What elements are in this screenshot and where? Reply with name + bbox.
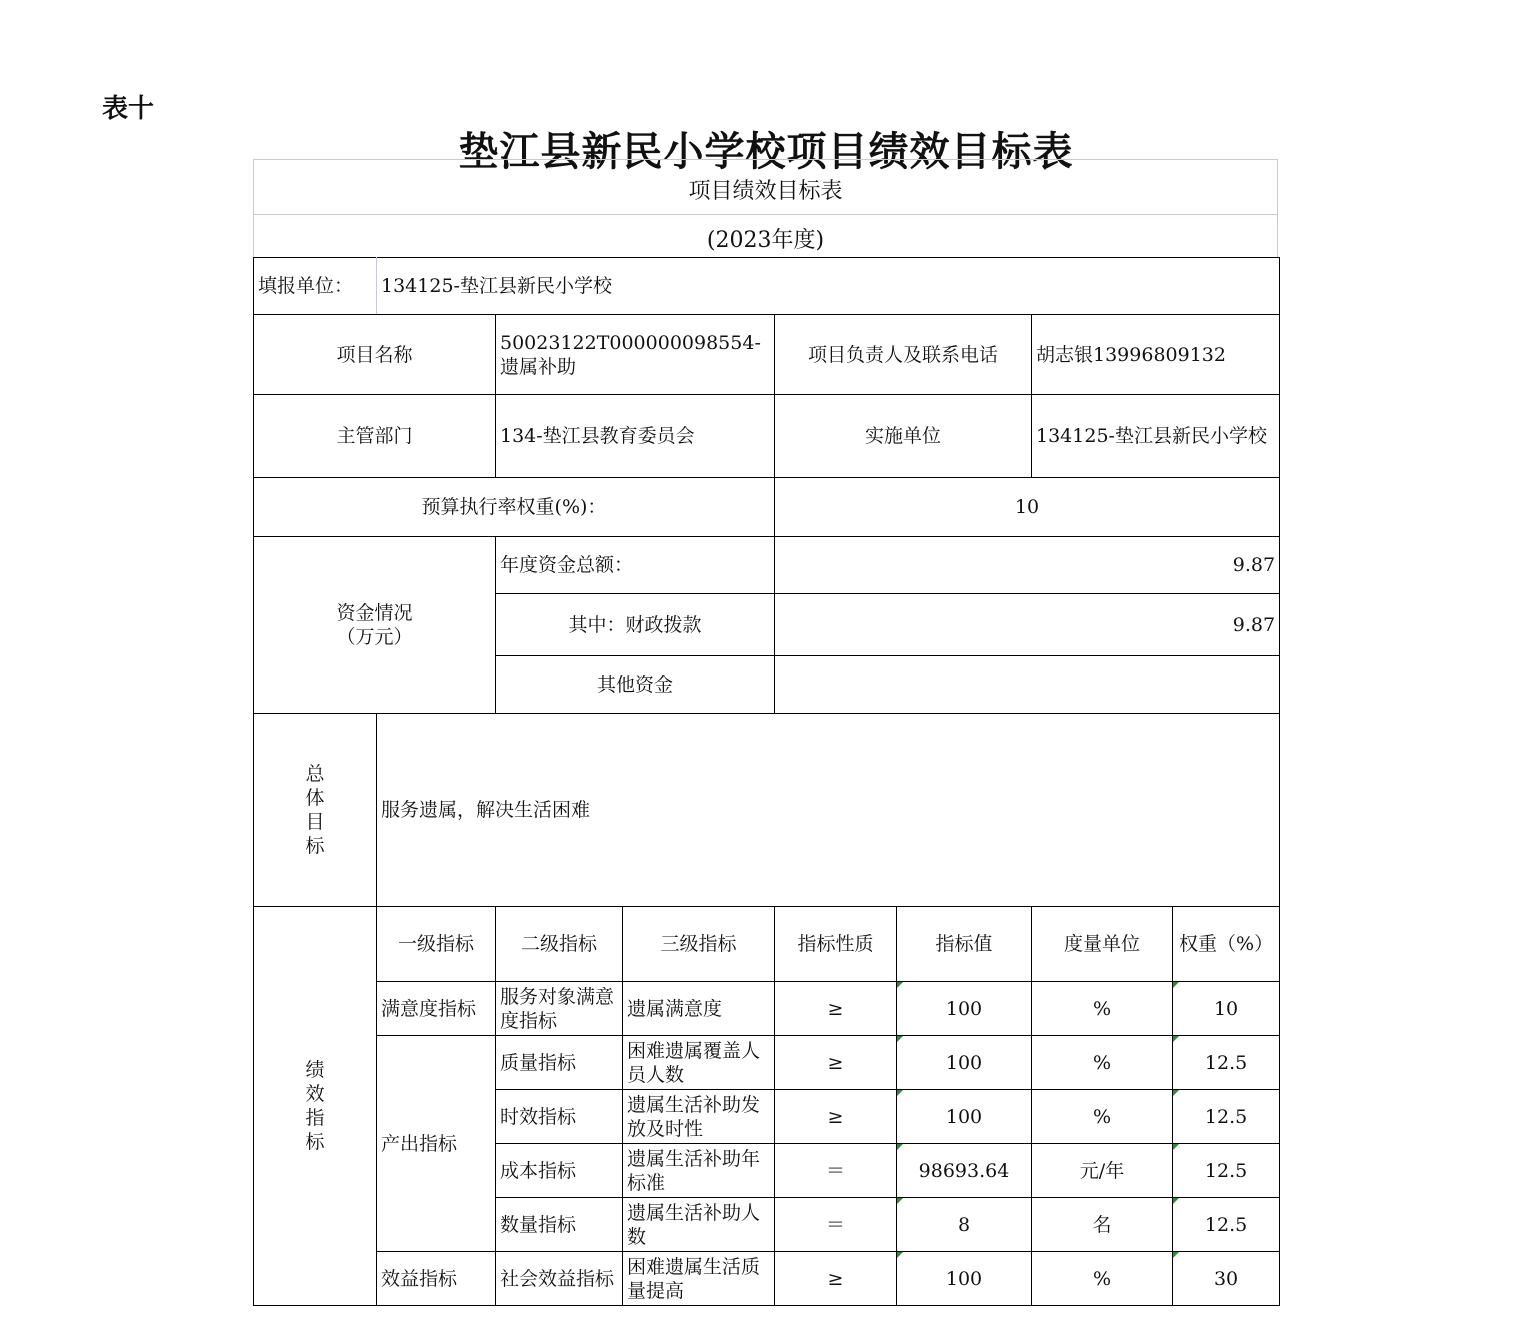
overall-goal-value: 服务遗属，解决生活困难	[377, 714, 1280, 907]
project-name-value: 50023122T000000098554-遗属补助	[496, 315, 775, 395]
subtitle: 项目绩效目标表	[688, 179, 843, 204]
overall-goal-char: 体	[305, 787, 325, 809]
header-level1: 一级指标	[377, 907, 496, 982]
subtitle-row	[253, 159, 1278, 215]
level2-cell: 时效指标	[496, 1090, 623, 1144]
overall-goal-char: 总	[305, 763, 325, 785]
performance-indicator-char: 绩	[305, 1059, 325, 1081]
value-cell: 100	[897, 1252, 1032, 1306]
level2-cell: 社会效益指标	[496, 1252, 623, 1306]
unit-cell: %	[1032, 1252, 1173, 1306]
manager-label: 项目负责人及联系电话	[775, 315, 1032, 395]
weight-cell: 12.5	[1173, 1198, 1280, 1252]
level2-cell: 质量指标	[496, 1036, 623, 1090]
value-cell: 100	[897, 982, 1032, 1036]
weight-cell: 10	[1173, 982, 1280, 1036]
dept-row	[254, 395, 1280, 478]
year-label: (2023年度)	[706, 228, 825, 253]
table-row	[254, 1252, 1280, 1306]
level2-cell: 成本指标	[496, 1144, 623, 1198]
nature-cell: ≥	[775, 982, 897, 1036]
impl-value: 134125-垫江县新民小学校	[1032, 395, 1280, 478]
nature-cell: ＝	[775, 1198, 897, 1252]
overall-goal-row	[254, 714, 1280, 907]
dept-value: 134-垫江县教育委员会	[496, 395, 775, 478]
level3-cell: 遗属满意度	[623, 982, 775, 1036]
unit-value: 134125-垫江县新民小学校	[377, 258, 1280, 315]
weight-cell: 12.5	[1173, 1144, 1280, 1198]
manager-value: 胡志银13996809132	[1032, 315, 1280, 395]
year-row	[253, 214, 1278, 258]
performance-indicator-char: 效	[305, 1083, 325, 1105]
header-level2: 二级指标	[496, 907, 623, 982]
level3-cell: 遗属生活补助发放及时性	[623, 1090, 775, 1144]
level3-cell: 遗属生活补助人数	[623, 1198, 775, 1252]
funds-label-line2: （万元）	[336, 626, 413, 648]
funds-total-value: 9.87	[775, 537, 1280, 594]
value-cell: 100	[897, 1036, 1032, 1090]
nature-cell: ≥	[775, 1090, 897, 1144]
level3-cell: 遗属生活补助年标准	[623, 1144, 775, 1198]
budget-rate-row	[254, 478, 1280, 537]
level2-cell: 数量指标	[496, 1198, 623, 1252]
dept-label: 主管部门	[254, 395, 496, 478]
unit-label: 填报单位：	[254, 258, 377, 315]
budget-rate-value: 10	[775, 478, 1280, 537]
level3-cell: 困难遗属覆盖人员人数	[623, 1036, 775, 1090]
header-weight: 权重（%）	[1173, 907, 1280, 982]
nature-cell: ＝	[775, 1144, 897, 1198]
weight-cell: 12.5	[1173, 1090, 1280, 1144]
header-nature: 指标性质	[775, 907, 897, 982]
budget-rate-label: 预算执行率权重(%)：	[254, 478, 775, 537]
performance-indicator-label	[254, 907, 377, 1306]
overall-goal-char: 目	[305, 811, 325, 833]
funds-other-value	[775, 656, 1280, 714]
unit-cell: 元/年	[1032, 1144, 1173, 1198]
unit-cell: %	[1032, 1090, 1173, 1144]
table-number-label: 表十	[102, 94, 155, 124]
table-row	[254, 1036, 1280, 1090]
header-level3: 三级指标	[623, 907, 775, 982]
header-value: 指标值	[897, 907, 1032, 982]
table-row	[254, 982, 1280, 1036]
value-cell: 100	[897, 1090, 1032, 1144]
unit-row	[254, 258, 1280, 315]
header-unit: 度量单位	[1032, 907, 1173, 982]
overall-goal-char: 标	[305, 835, 325, 857]
funds-fiscal-label: 其中：财政拨款	[496, 594, 775, 656]
nature-cell: ≥	[775, 1252, 897, 1306]
performance-table	[253, 257, 1280, 1306]
overall-goal-label	[254, 714, 377, 907]
nature-cell: ≥	[775, 1036, 897, 1090]
funds-label	[254, 537, 496, 714]
level1-cell: 产出指标	[377, 1036, 496, 1252]
value-cell: 8	[897, 1198, 1032, 1252]
impl-label: 实施单位	[775, 395, 1032, 478]
level1-cell: 效益指标	[377, 1252, 496, 1306]
funds-label-line1: 资金情况	[336, 602, 413, 624]
indicator-header-row	[254, 907, 1280, 982]
performance-indicator-char: 指	[305, 1107, 325, 1129]
weight-cell: 12.5	[1173, 1036, 1280, 1090]
unit-cell: 名	[1032, 1198, 1173, 1252]
weight-cell: 30	[1173, 1252, 1280, 1306]
funds-total-row	[254, 537, 1280, 594]
level3-cell: 困难遗属生活质量提高	[623, 1252, 775, 1306]
level2-cell: 服务对象满意度指标	[496, 982, 623, 1036]
value-cell: 98693.64	[897, 1144, 1032, 1198]
funds-other-label: 其他资金	[496, 656, 775, 714]
unit-cell: %	[1032, 1036, 1173, 1090]
project-row	[254, 315, 1280, 395]
funds-fiscal-value: 9.87	[775, 594, 1280, 656]
project-name-label: 项目名称	[254, 315, 496, 395]
funds-total-label: 年度资金总额：	[496, 537, 775, 594]
performance-indicator-char: 标	[305, 1131, 325, 1153]
page-title: 垫江县新民小学校项目绩效目标表	[458, 128, 1074, 175]
level1-cell: 满意度指标	[377, 982, 496, 1036]
unit-cell: %	[1032, 982, 1173, 1036]
